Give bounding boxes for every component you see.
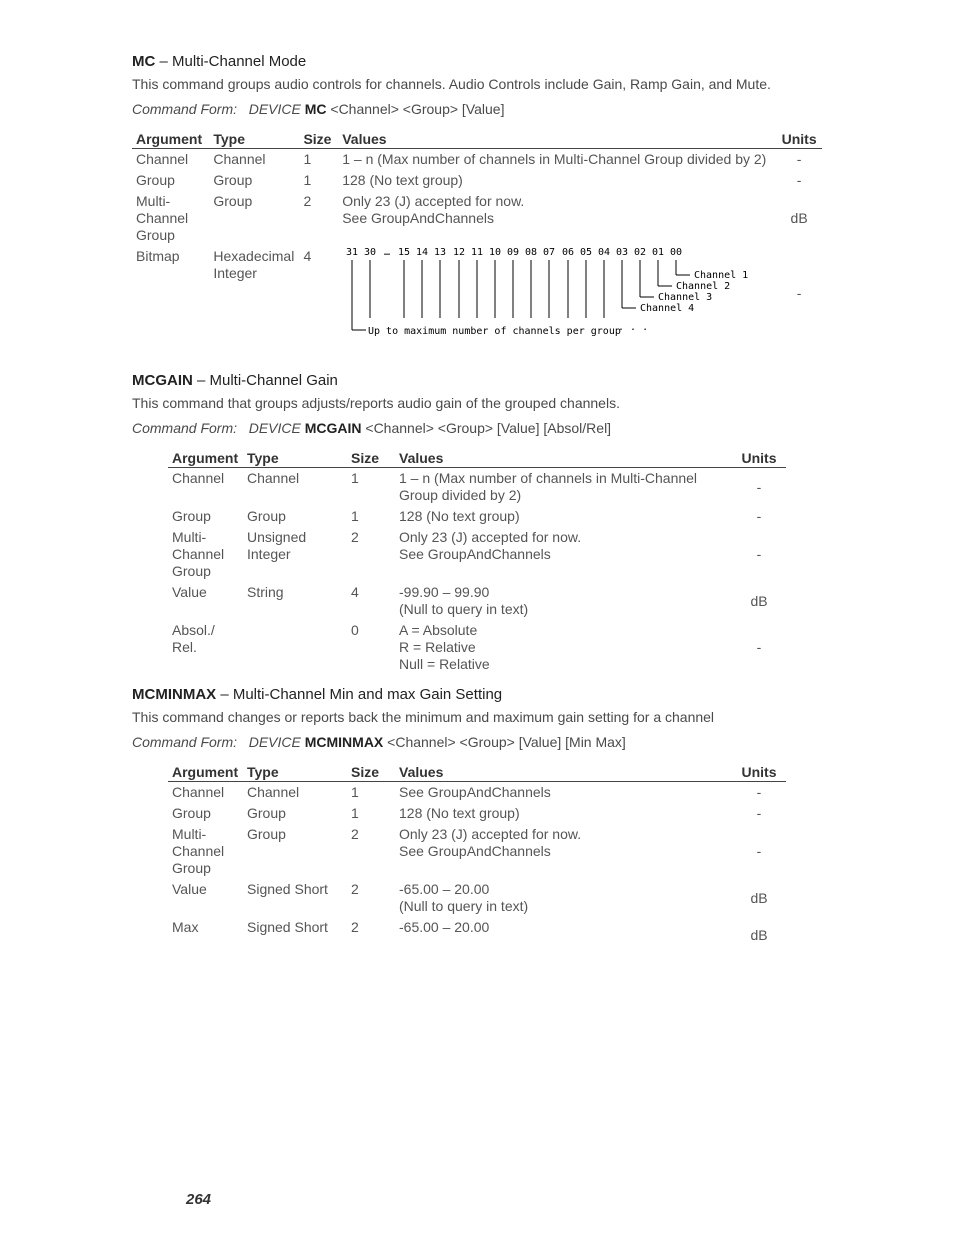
cell-values: Only 23 (J) accepted for now. See GroupAndChannels — [399, 529, 582, 562]
cell-size: 2 — [351, 881, 359, 897]
cell-type: Unsigned Integer — [247, 529, 307, 562]
col-size: Size — [347, 450, 395, 468]
table-row — [168, 620, 786, 675]
cell-size: 1 — [351, 805, 359, 821]
bit-label-05: 05 — [580, 247, 593, 258]
cell-size: 2 — [351, 919, 359, 935]
bit-label-13: 13 — [434, 247, 447, 258]
col-values: Values — [338, 131, 776, 149]
page-number: 264 — [186, 1191, 212, 1208]
table-row — [168, 824, 786, 879]
channel-label-2: Channel 2 — [676, 281, 731, 292]
table-header-row — [168, 764, 786, 782]
table-row — [132, 149, 822, 171]
bit-label-00: 00 — [670, 247, 683, 258]
cell-type: Hexadecimal Integer — [213, 248, 295, 281]
bit-label-15: 15 — [398, 247, 411, 258]
table-row — [168, 917, 786, 946]
bit-label-ellipsis: … — [384, 247, 391, 258]
col-units: Units — [732, 450, 786, 468]
col-units: Units — [732, 764, 786, 782]
cell-size: 4 — [351, 584, 359, 600]
command-name: MCGAIN — [132, 372, 193, 389]
section-description: This command that groups adjusts/reports audio gain of the grouped channels. — [132, 395, 620, 411]
command-form-device: DEVICE — [248, 101, 301, 117]
bit-label-07: 07 — [543, 247, 556, 258]
bit-label-03: 03 — [616, 247, 629, 258]
col-argument: Argument — [168, 764, 243, 782]
cell-units: - — [756, 805, 762, 821]
cell-argument: Group — [172, 805, 211, 821]
col-values: Values — [395, 764, 732, 782]
table-row — [132, 246, 822, 340]
cell-type — [243, 620, 347, 675]
cell-argument: Channel — [172, 784, 225, 800]
cell-values: See GroupAndChannels — [399, 784, 551, 800]
cell-argument: Multi- Channel Group — [136, 193, 189, 243]
section-mc — [132, 53, 822, 340]
table-row — [168, 803, 786, 824]
cell-size: 1 — [303, 172, 312, 188]
bitmap-footer-label: Up to maximum number of channels per group — [368, 326, 622, 337]
cell-type: Group — [213, 172, 253, 188]
cell-type: Channel — [213, 151, 266, 167]
cell-size: 1 — [351, 470, 359, 486]
col-type: Type — [209, 131, 299, 149]
section-mcminmax — [132, 686, 822, 946]
bit-label-08: 08 — [525, 247, 538, 258]
section-heading — [132, 372, 822, 389]
cell-size: 2 — [303, 193, 312, 209]
table-row — [132, 170, 822, 191]
section-heading — [132, 686, 822, 703]
channel-label-1: Channel 1 — [694, 270, 749, 281]
bit-label-11: 11 — [471, 247, 484, 258]
cell-values-bitmap — [338, 246, 776, 340]
command-name: MCMINMAX — [132, 686, 217, 703]
bit-label-09: 09 — [507, 247, 520, 258]
ellipsis-dots: . . . — [618, 322, 649, 333]
cell-values: 1 – n (Max number of channels in Multi-Channel Group divided by 2) — [342, 151, 767, 167]
cell-values: 1 – n (Max number of channels in Multi-Channel Group divided by 2) — [399, 470, 698, 503]
table-row — [168, 506, 786, 527]
cell-argument: Channel — [136, 151, 189, 167]
bitmap-diagram — [342, 246, 772, 338]
table-row — [132, 191, 822, 246]
cell-units: dB — [750, 889, 768, 906]
cell-argument: Max — [172, 919, 199, 935]
cell-values: 128 (No text group) — [399, 805, 520, 821]
table-row — [168, 582, 786, 620]
cell-units: dB — [750, 592, 768, 609]
cell-argument: Group — [136, 172, 175, 188]
command-form-args: <Channel> <Group> [Value] [Absol/Rel] — [365, 420, 612, 436]
bit-label-06: 06 — [562, 247, 575, 258]
cell-type: Channel — [247, 470, 300, 486]
table-row — [168, 879, 786, 917]
col-size: Size — [299, 131, 338, 149]
bit-label-01: 01 — [652, 247, 665, 258]
channel-label-3: Channel 3 — [658, 292, 713, 303]
cell-type: Channel — [247, 784, 300, 800]
col-units: Units — [776, 131, 822, 149]
argument-table — [168, 764, 786, 946]
cell-type: Group — [247, 508, 286, 524]
cell-argument: Multi- Channel Group — [172, 826, 225, 876]
cell-size: 2 — [351, 529, 359, 545]
cell-values: -65.00 – 20.00 (Null to query in text) — [399, 881, 529, 914]
command-title: – Multi-Channel Gain — [192, 372, 338, 389]
cell-units: - — [796, 172, 802, 188]
command-form — [132, 734, 822, 750]
cell-values: 128 (No text group) — [342, 172, 463, 188]
cell-argument: Group — [172, 508, 211, 524]
cell-units: - — [756, 784, 762, 800]
command-form-command: MCGAIN — [304, 420, 362, 436]
command-form-device: DEVICE — [248, 734, 301, 750]
cell-units: dB — [790, 210, 808, 226]
cell-type: Signed Short — [247, 919, 328, 935]
cell-type: Group — [213, 193, 253, 209]
cell-size: 4 — [303, 248, 312, 264]
bit-label-31: 31 — [346, 247, 359, 258]
cell-argument: Value — [172, 584, 207, 600]
col-type: Type — [243, 450, 347, 468]
command-name: MC — [132, 53, 156, 70]
col-size: Size — [347, 764, 395, 782]
argument-table — [132, 131, 822, 340]
section-description: This command groups audio controls for channels. Audio Controls include Gain, Ramp Gain, and Mute. — [132, 76, 771, 92]
section-heading — [132, 53, 822, 70]
command-form-args: <Channel> <Group> [Value] [Min Max] — [387, 734, 626, 750]
cell-values: Only 23 (J) accepted for now. See GroupAndChannels — [399, 826, 582, 859]
bit-label-14: 14 — [416, 247, 429, 258]
section-mcgain — [132, 372, 822, 675]
cell-units: - — [756, 546, 762, 562]
cell-type: Signed Short — [247, 881, 328, 897]
col-argument: Argument — [168, 450, 243, 468]
cell-argument: Channel — [172, 470, 225, 486]
cell-size: 2 — [351, 826, 359, 842]
command-form-label: Command Form: — [132, 420, 238, 436]
cell-units: - — [756, 508, 762, 524]
section-description: This command changes or reports back the minimum and maximum gain setting for a channel — [132, 709, 715, 725]
argument-table — [168, 450, 786, 675]
command-form-command: MCMINMAX — [304, 734, 384, 750]
command-title: – Multi-Channel Mode — [155, 53, 307, 70]
bit-label-04: 04 — [598, 247, 611, 258]
col-type: Type — [243, 764, 347, 782]
cell-argument: Multi- Channel Group — [172, 529, 225, 579]
cell-size: 1 — [303, 151, 312, 167]
table-row — [168, 468, 786, 507]
cell-units: - — [756, 639, 762, 655]
cell-units: - — [796, 284, 802, 301]
command-title: – Multi-Channel Min and max Gain Setting — [216, 686, 503, 703]
cell-units: - — [796, 151, 802, 167]
table-row — [168, 782, 786, 804]
cell-values: 128 (No text group) — [399, 508, 520, 524]
command-form-label: Command Form: — [132, 734, 238, 750]
cell-argument: Bitmap — [136, 248, 180, 264]
table-header-row — [132, 131, 822, 149]
bit-label-02: 02 — [634, 247, 647, 258]
cell-type: Group — [247, 805, 286, 821]
cell-size: 0 — [351, 622, 359, 638]
table-row — [168, 527, 786, 582]
cell-type: String — [247, 584, 284, 600]
col-values: Values — [395, 450, 732, 468]
cell-values: -65.00 – 20.00 — [399, 919, 490, 935]
cell-argument: Absol./ Rel. — [172, 622, 215, 655]
cell-type: Group — [247, 826, 286, 842]
cell-units: dB — [750, 927, 768, 943]
cell-values: A = Absolute R = Relative Null = Relative — [399, 622, 490, 672]
cell-units: - — [756, 843, 762, 859]
bit-label-12: 12 — [453, 247, 466, 258]
cell-size: 1 — [351, 508, 359, 524]
cell-values: Only 23 (J) accepted for now. See GroupAndChannels — [342, 193, 525, 226]
cell-values: -99.90 – 99.90 (Null to query in text) — [399, 584, 529, 617]
command-form-label: Command Form: — [132, 101, 238, 117]
command-form — [132, 101, 822, 117]
col-argument: Argument — [132, 131, 209, 149]
command-form-command: MC — [304, 101, 327, 117]
command-form-args: <Channel> <Group> [Value] — [330, 101, 505, 117]
channel-label-4: Channel 4 — [640, 303, 695, 314]
bit-label-10: 10 — [489, 247, 502, 258]
command-form — [132, 420, 822, 436]
bit-label-30: 30 — [364, 247, 377, 258]
command-form-device: DEVICE — [248, 420, 301, 436]
table-header-row — [168, 450, 786, 468]
cell-size: 1 — [351, 784, 359, 800]
cell-argument: Value — [172, 881, 207, 897]
cell-units: - — [756, 478, 762, 495]
